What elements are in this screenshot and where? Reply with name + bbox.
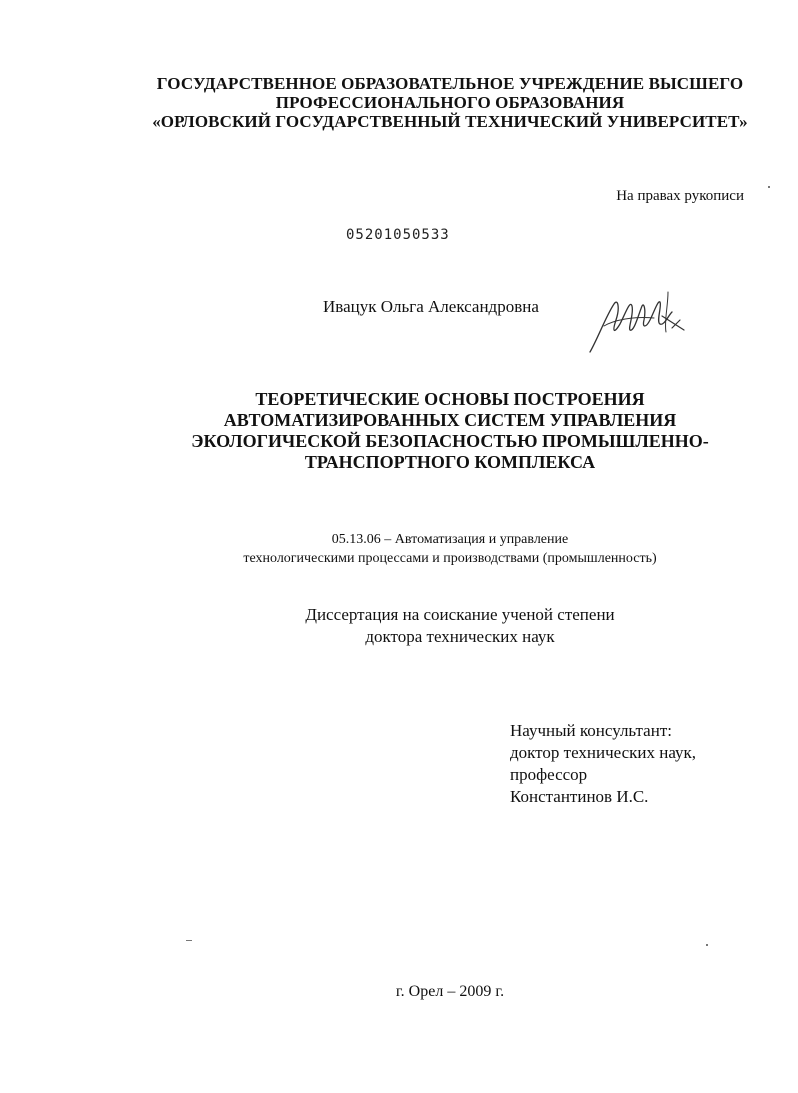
scan-speck: [186, 940, 192, 941]
degree-line: доктора технических наук: [365, 627, 555, 646]
header-line: «ОРЛОВСКИЙ ГОСУДАРСТВЕННЫЙ ТЕХНИЧЕСКИЙ УНИВЕРСИТЕТ»: [152, 112, 748, 131]
city-year: г. Орел – 2009 г.: [395, 983, 505, 1000]
specialty-line: технологическими процессами и производствами (промышленность): [243, 551, 657, 566]
dissertation-title: [140, 389, 760, 473]
scan-speck: [768, 186, 770, 188]
consultant-line: Константинов И.С.: [510, 787, 649, 806]
header-line: ГОСУДАРСТВЕННОЕ ОБРАЗОВАТЕЛЬНОЕ УЧРЕЖДЕНИЕ ВЫСШЕГО: [156, 74, 744, 93]
consultant-line: доктор технических наук,: [510, 743, 697, 762]
specialty-line: 05.13.06 – Автоматизация и управление: [331, 532, 569, 547]
degree-statement: [230, 604, 690, 648]
registration-number: 05201050533: [346, 227, 450, 243]
scan-speck: [706, 944, 708, 946]
institution-header: [130, 74, 770, 131]
consultant-line: профессор: [510, 765, 588, 784]
title-line: ЭКОЛОГИЧЕСКОЙ БЕЗОПАСНОСТЬЮ ПРОМЫШЛЕННО-: [191, 431, 709, 451]
header-line: ПРОФЕССИОНАЛЬНОГО ОБРАЗОВАНИЯ: [275, 93, 625, 112]
title-line: АВТОМАТИЗИРОВАННЫХ СИСТЕМ УПРАВЛЕНИЯ: [223, 410, 677, 430]
author-name: Ивацук Ольга Александровна: [323, 297, 539, 316]
manuscript-rights-note: На правах рукописи: [616, 188, 744, 204]
title-line: ТРАНСПОРТНОГО КОМПЛЕКСА: [304, 452, 596, 472]
degree-line: Диссертация на соискание ученой степени: [305, 605, 615, 624]
title-line: ТЕОРЕТИЧЕСКИЕ ОСНОВЫ ПОСТРОЕНИЯ: [255, 389, 645, 409]
specialty-code: [150, 530, 750, 568]
consultant-line: Научный консультант:: [510, 721, 672, 740]
signature-image: [584, 286, 694, 358]
scientific-consultant: [510, 720, 696, 808]
